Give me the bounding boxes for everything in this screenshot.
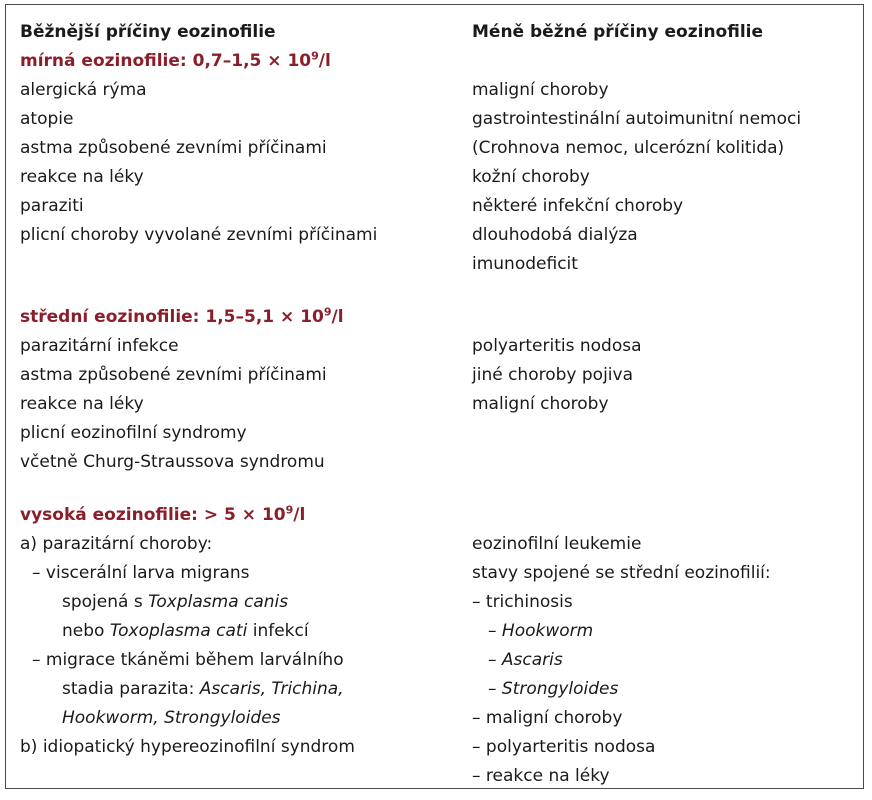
list-item: (Crohnova nemoc, ulcerózní kolitida) xyxy=(472,138,785,158)
list-item: parazitární infekce xyxy=(20,336,179,356)
list-item: polyarteritis nodosa xyxy=(472,336,642,356)
list-item: plicní eozinofilní syndromy xyxy=(20,423,247,443)
list-item: – reakce na léky xyxy=(472,766,610,786)
moderate-eosinophilia-heading: střední eozinofilie: $1,5-5,1 \times 10^9/l$ xyxy=(20,305,344,327)
list-item: nebo Toxoplasma cati infekcí xyxy=(62,621,309,641)
list-item: – Strongyloides xyxy=(488,679,619,699)
list-item: – Ascaris xyxy=(488,650,563,670)
list-item: maligní choroby xyxy=(472,80,609,100)
high-eosinophilia-heading: vysoká eozinofilie: > $5 \times 10^9/l$ xyxy=(20,503,306,525)
list-item: atopie xyxy=(20,109,74,129)
list-item: reakce na léky xyxy=(20,394,144,414)
list-item: stadia parazita: Ascaris, Trichina, xyxy=(62,679,344,699)
list-item: astma způsobené zevními příčinami xyxy=(20,138,327,158)
list-item: – trichinosis xyxy=(472,592,573,612)
list-item: – viscerální larva migrans xyxy=(32,563,250,583)
list-item: gastrointestinální autoimunitní nemoci xyxy=(472,109,802,129)
list-item: plicní choroby vyvolané zevními příčinami xyxy=(20,225,378,245)
list-item: kožní choroby xyxy=(472,167,590,187)
list-item: Hookworm, Strongyloides xyxy=(62,708,281,728)
list-item: reakce na léky xyxy=(20,167,144,187)
list-item: včetně Churg-Straussova syndromu xyxy=(20,452,325,472)
list-item: jiné choroby pojiva xyxy=(472,365,633,385)
list-item: maligní choroby xyxy=(472,394,609,414)
list-item: stavy spojené se střední eozinofilií: xyxy=(472,563,771,583)
list-item: – Hookworm xyxy=(488,621,594,641)
common-causes-header: Běžnější příčiny eozinofilie xyxy=(20,22,276,42)
less-common-causes-header: Méně běžné příčiny eozinofilie xyxy=(472,22,764,42)
list-item: a) parazitární choroby: xyxy=(20,534,213,554)
list-item: alergická rýma xyxy=(20,80,147,100)
list-item: – migrace tkáněmi během larválního xyxy=(32,650,344,670)
list-item: eozinofilní leukemie xyxy=(472,534,642,554)
table-frame xyxy=(5,4,864,789)
list-item: dlouhodobá dialýza xyxy=(472,225,638,245)
list-item: imunodeficit xyxy=(472,254,578,274)
list-item: b) idiopatický hypereozinofilní syndrom xyxy=(20,737,355,757)
list-item: spojená s Toxplasma canis xyxy=(62,592,289,612)
list-item: – polyarteritis nodosa xyxy=(472,737,656,757)
mild-eosinophilia-heading: mírná eozinofilie: $0,7-1,5 \times 10^9/l$ xyxy=(20,49,331,71)
list-item: astma způsobené zevními příčinami xyxy=(20,365,327,385)
list-item: – maligní choroby xyxy=(472,708,623,728)
list-item: paraziti xyxy=(20,196,84,216)
less-common-causes-column xyxy=(472,18,866,791)
list-item: některé infekční choroby xyxy=(472,196,684,216)
common-causes-column xyxy=(20,18,450,762)
